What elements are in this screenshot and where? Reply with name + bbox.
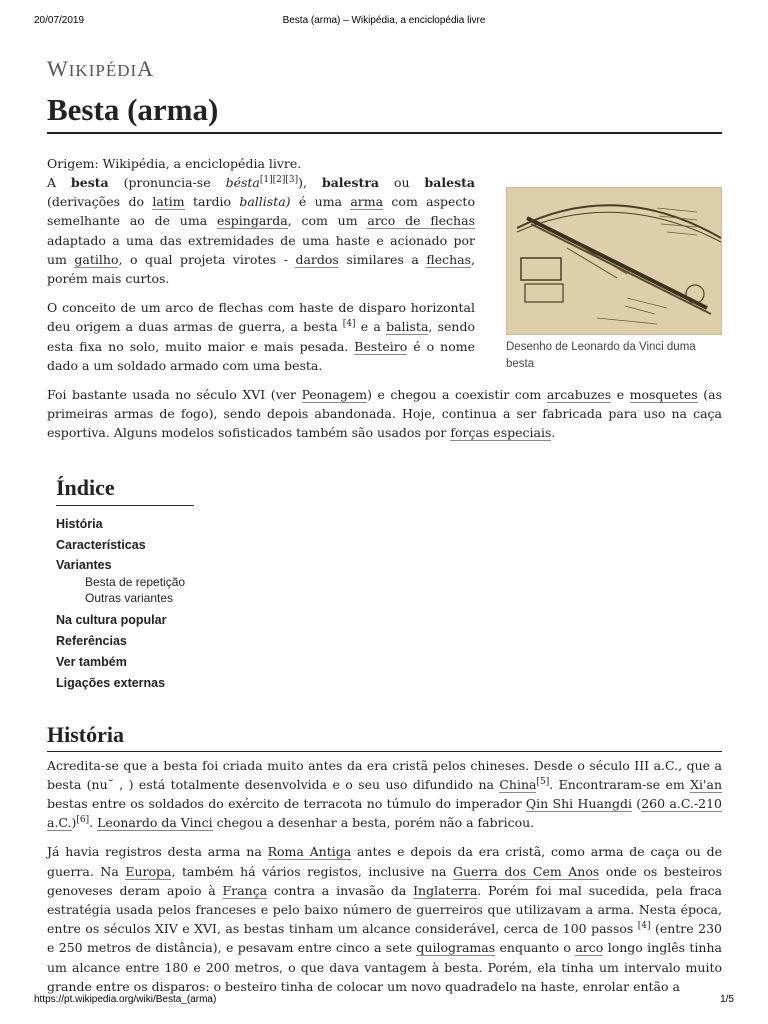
toc-item-besta-de-repeticao[interactable]: Besta de repetição: [85, 574, 186, 589]
ref-link[interactable]: [1][2][3]: [259, 174, 299, 185]
link-arco[interactable]: arco: [575, 940, 604, 956]
link-gatilho[interactable]: gatilho: [74, 251, 119, 267]
toc-item-historia[interactable]: História: [56, 516, 103, 531]
link-roma-antiga[interactable]: Roma Antiga: [267, 844, 352, 860]
lead-paragraph-3: Foi bastante usada no século XVI (ver Peonagem) e chegou a coexistir com arcabuzes e mosquetes (as primeiras armas de fogo), sendo depois abandonada. Hoje, continua a ser fabricada para uso na caça esportiva. Alguns modelos sofisticados também são usados por forças especiais.: [47, 387, 722, 441]
link-franca[interactable]: França: [222, 882, 268, 898]
figure-caption: Desenho de Leonardo da Vinci duma besta: [506, 341, 696, 370]
link-europa[interactable]: Europa: [125, 863, 172, 879]
historia-paragraph-2: Já havia registros desta arma na Roma Antiga antes e depois da era cristã, como arma de caça ou de guerra. Na Europa, também há vários registos, inclusive na Guerra dos Cem Anos onde os besteiros genoveses deram apoio à França contra a invasão da Inglaterra. Porém foi mal sucedida, pela fraca estratégia usada pelos franceses e pelo baixo número de guerreiros que utilizavam a arma. Nesta época, entre os séculos XIV e XVI, as bestas tinham um alcance considerável, cerca de 100 passos [4] (entre 230 e 250 metros de distância), e pesavam entre cinco a sete quilogramas enquanto o arco longo inglês tinha um alcance entre 180 e 200 metros, o que dava vantagem à besta. Porém, ela tinha um intervalo muito grande entre os disparos: o besteiro tinha de colocar um novo quadradelo na haste, enrolar então a: [47, 844, 722, 994]
link-besteiro[interactable]: Besteiro: [354, 338, 408, 354]
link-guerra-dos-cem-anos[interactable]: Guerra dos Cem Anos: [453, 863, 600, 879]
link-peonagem[interactable]: Peonagem: [301, 387, 368, 403]
article: [47, 56, 722, 1006]
ref-link[interactable]: [4]: [342, 319, 356, 330]
link-inglaterra[interactable]: Inglaterra: [413, 882, 478, 898]
link-flechas[interactable]: flechas: [426, 251, 472, 267]
ref-link[interactable]: [5]: [536, 776, 550, 787]
toc-item-variantes[interactable]: Variantes: [56, 557, 112, 572]
link-mosquetes[interactable]: mosquetes: [629, 387, 698, 403]
link-xian[interactable]: Xi'an: [690, 776, 722, 792]
page-title: Besta (arma): [47, 92, 722, 134]
link-quilogramas[interactable]: quilogramas: [416, 940, 496, 956]
link-espingarda[interactable]: espingarda: [216, 213, 288, 229]
lead-paragraph-1: A besta (pronuncia-se bésta[1][2][3]), balestra ou balesta (derivações do latim tardio ballista) é uma arma com aspecto semelhante ao de uma espingarda, com um arco de flechas adaptado a uma das extremidades de uma haste e acionado por um gatilho, o qual projeta virotes - dardos similares a flechas, porém mais curtos.: [47, 174, 475, 287]
link-balista[interactable]: balista: [386, 319, 429, 335]
link-arma[interactable]: arma: [350, 194, 384, 210]
leonardo-crossbow-image[interactable]: [506, 187, 722, 335]
wikipedia-wordmark[interactable]: WIKIPÉDIA: [47, 56, 155, 81]
print-doc-title: Besta (arma) – Wikipédia, a enciclopédia livre: [282, 15, 486, 26]
ref-link[interactable]: [4]: [637, 921, 651, 932]
ref-link[interactable]: [6]: [76, 815, 90, 826]
site-tagline: Origem: Wikipédia, a enciclopédia livre.: [47, 156, 302, 171]
historia-paragraph-1: Acredita-se que a besta foi criada muito antes da era cristã pelos chineses. Desde o século III a.C., que a besta (nu˘ , ) está totalmente desenvolvida e o seu uso difundido na China[5]. Encontraram-se em Xi'an bestas entre os soldados do exército de terracota no túmulo do imperador Qin Shi Huangdi (260 a.C.-210 a.C.)[6]. Leonardo da Vinci chegou a desenhar a besta, porém não a fabricou.: [47, 757, 722, 831]
lead-paragraph-2: O conceito de um arco de flechas com haste de disparo horizontal deu origem a duas armas de guerra, a besta [4] e a balista, sendo esta fixa no solo, muito maior e mais pesada. Besteiro é o nome dado a um soldado armado com uma besta.: [47, 300, 475, 373]
table-of-contents: [56, 475, 194, 694]
link-leonardo-da-vinci[interactable]: Leonardo da Vinci: [97, 815, 213, 831]
link-dates[interactable]: 260 a.C.-210 a.C.: [47, 796, 722, 831]
toc-item-caracteristicas[interactable]: Características: [56, 537, 146, 552]
section-historia: [47, 756, 722, 996]
link-forcas-especiais[interactable]: forças especiais: [450, 425, 552, 441]
print-date: 20/07/2019: [34, 15, 85, 26]
crossbow-sketch-icon: [507, 188, 722, 335]
print-url: https://pt.wikipedia.org/wiki/Besta_(arma): [34, 994, 217, 1005]
link-arco-de-flechas[interactable]: arco de flechas: [367, 213, 475, 229]
section-heading-historia: História: [47, 722, 722, 752]
toc-item-ligacoes-externas[interactable]: Ligações externas: [56, 675, 166, 690]
toc-item-referencias[interactable]: Referências: [56, 633, 127, 648]
link-qin-shi-huangdi[interactable]: Qin Shi Huangdi: [525, 796, 632, 812]
lead-figure: [506, 187, 722, 373]
print-page-count: 1/5: [720, 994, 734, 1005]
toc-heading: Índice: [56, 475, 194, 506]
link-latim[interactable]: latim: [152, 194, 185, 210]
link-dardos[interactable]: dardos: [295, 251, 339, 267]
toc-item-outras-variantes[interactable]: Outras variantes: [85, 590, 174, 605]
link-china[interactable]: China: [499, 776, 537, 792]
toc-item-na-cultura-popular[interactable]: Na cultura popular: [56, 612, 167, 627]
lead-section: [47, 173, 722, 443]
toc-item-ver-tambem[interactable]: Ver também: [56, 654, 127, 669]
print-header: [34, 15, 734, 29]
link-arcabuzes[interactable]: arcabuzes: [546, 387, 612, 403]
print-footer: [34, 994, 734, 1008]
